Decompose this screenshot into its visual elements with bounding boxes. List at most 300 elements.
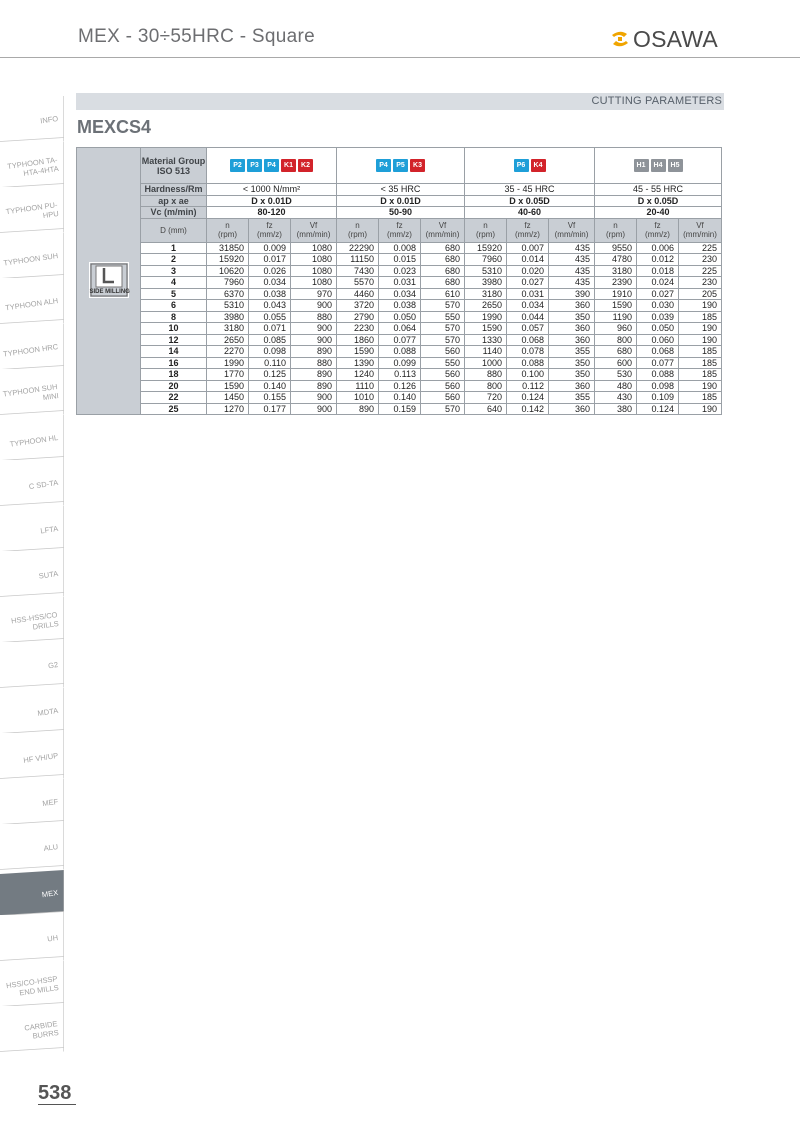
table-cell: 900 (291, 334, 337, 346)
table-cell: 0.034 (379, 288, 421, 300)
side-tab-label: TYPHOON PU-HPU (5, 200, 60, 221)
column-header-unit: (mm/z) (387, 230, 412, 239)
column-header-n (337, 218, 379, 242)
diameter-cell: 18 (141, 369, 207, 381)
iso-material-chip: K4 (531, 159, 546, 172)
hardness-value: < 35 HRC (337, 184, 465, 196)
table-cell: 230 (679, 254, 722, 266)
table-cell: 570 (421, 323, 465, 335)
table-cell: 0.124 (637, 403, 679, 415)
column-header-unit: (mm/z) (257, 230, 282, 239)
table-cell: 435 (549, 277, 595, 289)
column-header-unit: (rpm) (475, 230, 496, 239)
table-cell: 190 (679, 300, 722, 312)
table-cell: 900 (291, 323, 337, 335)
page-title: MEX - 30÷55HRC - Square (78, 26, 315, 47)
table-cell: 0.068 (507, 334, 549, 346)
table-cell: 9550 (595, 242, 637, 254)
table-cell: 0.071 (249, 323, 291, 335)
table-cell: 350 (549, 369, 595, 381)
table-cell: 6370 (207, 288, 249, 300)
table-cell: 3180 (595, 265, 637, 277)
table-cell: 350 (549, 311, 595, 323)
side-tab-typhoon-suh[interactable] (0, 233, 64, 279)
table-cell: 560 (421, 369, 465, 381)
side-tab-mdta[interactable] (0, 688, 64, 734)
diameter-cell: 22 (141, 392, 207, 404)
table-cell: 5310 (207, 300, 249, 312)
table-cell: 205 (679, 288, 722, 300)
side-tab-label: C SD-TA (28, 477, 59, 491)
table-cell: 0.031 (379, 277, 421, 289)
column-header-name: n (355, 221, 360, 230)
column-header-fz (379, 218, 421, 242)
column-header-vf (421, 218, 465, 242)
side-tab-typhoon-pu-hpu[interactable] (0, 187, 64, 233)
table-cell: 4460 (337, 288, 379, 300)
table-cell: 0.027 (637, 288, 679, 300)
table-cell: 0.085 (249, 334, 291, 346)
side-tab-label: ALU (42, 841, 59, 853)
side-tab-hss-hss-co-drills[interactable] (0, 597, 64, 643)
iso-material-chip: P5 (393, 159, 408, 172)
iso-material-chip: H4 (651, 159, 666, 172)
table-cell: 890 (291, 380, 337, 392)
table-cell: 0.098 (249, 346, 291, 358)
table-cell: 1910 (595, 288, 637, 300)
table-cell: 2650 (465, 300, 507, 312)
table-cell: 570 (421, 334, 465, 346)
table-cell: 1450 (207, 392, 249, 404)
side-tab-label: MEX (41, 887, 59, 899)
iso-material-chip: P4 (376, 159, 391, 172)
table-cell: 560 (421, 392, 465, 404)
table-cell: 1010 (337, 392, 379, 404)
table-cell: 3180 (465, 288, 507, 300)
table-cell: 7960 (207, 277, 249, 289)
table-row (77, 403, 722, 415)
table-cell: 2270 (207, 346, 249, 358)
table-cell: 550 (421, 357, 465, 369)
vc-value: 20-40 (595, 207, 722, 219)
hardness-label: Hardness/Rm (141, 184, 207, 196)
side-tab-alu[interactable] (0, 824, 64, 870)
column-header-n (595, 218, 637, 242)
table-cell: 0.142 (507, 403, 549, 415)
table-cell: 880 (291, 311, 337, 323)
table-cell: 0.113 (379, 369, 421, 381)
iso-material-chip: P4 (264, 159, 279, 172)
table-cell: 0.008 (379, 242, 421, 254)
vc-label: Vc (m/min) (141, 207, 207, 219)
table-cell: 0.018 (637, 265, 679, 277)
side-tab-label: LFTA (39, 523, 59, 535)
diameter-cell: 4 (141, 277, 207, 289)
side-tab-label: TYPHOON SUH MINI (2, 382, 60, 403)
table-cell: 680 (421, 242, 465, 254)
column-header-unit: (mm/min) (683, 230, 717, 239)
table-cell: 4780 (595, 254, 637, 266)
side-tab-typhoon-hl[interactable] (0, 415, 64, 461)
table-cell: 1770 (207, 369, 249, 381)
table-cell: 355 (549, 346, 595, 358)
side-tab-info[interactable] (0, 96, 64, 142)
table-cell: 680 (421, 254, 465, 266)
iso-material-chip: H1 (634, 159, 649, 172)
table-row (77, 300, 722, 312)
side-tab-mef[interactable] (0, 779, 64, 825)
table-cell: 435 (549, 242, 595, 254)
table-cell: 360 (549, 380, 595, 392)
side-tab-label: MEF (41, 796, 59, 808)
table-cell: 880 (291, 357, 337, 369)
table-cell: 0.077 (379, 334, 421, 346)
table-cell: 0.017 (249, 254, 291, 266)
table-row (77, 254, 722, 266)
side-tab-label: HSS/CO-HSSP END MILLS (5, 973, 60, 997)
table-cell: 0.064 (379, 323, 421, 335)
table-cell: 0.034 (507, 300, 549, 312)
column-header-unit: (mm/z) (515, 230, 540, 239)
table-row (77, 311, 722, 323)
table-cell: 1080 (291, 265, 337, 277)
table-cell: 2650 (207, 334, 249, 346)
side-tab-label: TYPHOON ALH (4, 295, 59, 312)
header-divider (0, 57, 800, 58)
diameter-cell: 12 (141, 334, 207, 346)
table-cell: 0.014 (507, 254, 549, 266)
material-group-chips-1 (207, 148, 337, 184)
side-tab-typhoon-hrc[interactable] (0, 324, 64, 370)
column-header-fz (507, 218, 549, 242)
column-header-name: fz (654, 221, 661, 230)
cutting-parameters-table (76, 147, 722, 415)
iso-material-chip: K2 (298, 159, 313, 172)
table-cell: 560 (421, 346, 465, 358)
diameter-cell: 3 (141, 265, 207, 277)
side-tab-label: SUTA (38, 568, 59, 581)
table-cell: 1390 (337, 357, 379, 369)
material-group-chips-3 (465, 148, 595, 184)
table-cell: 1270 (207, 403, 249, 415)
table-cell: 800 (595, 334, 637, 346)
table-cell: 435 (549, 265, 595, 277)
table-cell: 355 (549, 392, 595, 404)
table-row (77, 334, 722, 346)
page-number: 538 (38, 1082, 72, 1104)
table-cell: 0.055 (249, 311, 291, 323)
table-cell: 190 (679, 403, 722, 415)
vc-value: 40-60 (465, 207, 595, 219)
table-cell: 890 (291, 346, 337, 358)
table-cell: 1990 (465, 311, 507, 323)
side-tab-hss-co-hssp-end-mills[interactable] (0, 961, 64, 1007)
table-cell: 480 (595, 380, 637, 392)
iso-material-chip: P6 (514, 159, 529, 172)
side-tab-label: TYPHOON TA-HTA-4HTA (6, 154, 60, 178)
table-cell: 550 (421, 311, 465, 323)
table-row (77, 380, 722, 392)
table-row (77, 277, 722, 289)
table-cell: 600 (595, 357, 637, 369)
table-cell: 230 (679, 277, 722, 289)
side-tab-hf-vh-up[interactable] (0, 733, 64, 779)
table-cell: 0.044 (507, 311, 549, 323)
side-tab-label: INFO (39, 113, 59, 125)
ap-ae-value: D x 0.01D (337, 195, 465, 207)
table-cell: 0.060 (637, 334, 679, 346)
side-tab-label: UH (46, 932, 59, 943)
diameter-cell: 10 (141, 323, 207, 335)
side-tab-label: TYPHOON SUH (2, 250, 59, 267)
column-header-name: n (225, 221, 230, 230)
table-cell: 0.126 (379, 380, 421, 392)
table-cell: 2790 (337, 311, 379, 323)
diameter-cell: 16 (141, 357, 207, 369)
table-cell: 360 (549, 334, 595, 346)
column-header-unit: (rpm) (347, 230, 368, 239)
table-cell: 0.020 (507, 265, 549, 277)
column-header-name: Vf (567, 221, 576, 230)
side-tab-c-sd-ta[interactable] (0, 460, 64, 506)
table-cell: 880 (465, 369, 507, 381)
column-header-name: fz (396, 221, 403, 230)
side-tab-mex[interactable] (0, 870, 64, 916)
table-cell: 570 (421, 300, 465, 312)
column-header-unit: (rpm) (217, 230, 238, 239)
table-cell: 0.027 (507, 277, 549, 289)
iso-material-chip: H5 (668, 159, 683, 172)
table-cell: 11150 (337, 254, 379, 266)
table-cell: 1140 (465, 346, 507, 358)
side-tab-typhoon-alh[interactable] (0, 278, 64, 324)
table-cell: 185 (679, 346, 722, 358)
column-header-name: fz (524, 221, 531, 230)
table-cell: 1330 (465, 334, 507, 346)
table-cell: 0.110 (249, 357, 291, 369)
section-band (76, 93, 724, 110)
column-header-unit: (mm/z) (645, 230, 670, 239)
table-cell: 0.023 (379, 265, 421, 277)
table-cell: 390 (549, 288, 595, 300)
iso-material-chip: K3 (410, 159, 425, 172)
table-cell: 185 (679, 357, 722, 369)
diameter-cell: 14 (141, 346, 207, 358)
table-cell: 960 (595, 323, 637, 335)
column-header-unit: (mm/min) (425, 230, 460, 239)
table-cell: 890 (337, 403, 379, 415)
table-cell: 0.012 (637, 254, 679, 266)
table-cell: 0.112 (507, 380, 549, 392)
column-header-fz (637, 218, 679, 242)
hardness-value: 35 - 45 HRC (465, 184, 595, 196)
table-cell: 0.034 (249, 277, 291, 289)
product-code: MEXCS4 (77, 117, 152, 137)
column-header-name: Vf (696, 221, 704, 230)
diameter-cell: 25 (141, 403, 207, 415)
osawa-logo-icon (610, 29, 630, 49)
table-cell: 900 (291, 300, 337, 312)
iso-material-chip: P3 (247, 159, 262, 172)
table-cell: 3180 (207, 323, 249, 335)
table-cell: 800 (465, 380, 507, 392)
table-cell: 1590 (337, 346, 379, 358)
side-tab-label: MDTA (36, 705, 59, 717)
table-cell: 3980 (465, 277, 507, 289)
table-cell: 0.039 (637, 311, 679, 323)
table-cell: 225 (679, 265, 722, 277)
table-cell: 430 (595, 392, 637, 404)
side-tab-suta[interactable] (0, 551, 64, 597)
side-tab-lfta[interactable] (0, 506, 64, 552)
ap-ae-value: D x 0.01D (207, 195, 337, 207)
table-cell: 360 (549, 323, 595, 335)
column-header-name: n (483, 221, 488, 230)
table-cell: 0.006 (637, 242, 679, 254)
table-row (77, 392, 722, 404)
table-cell: 1590 (207, 380, 249, 392)
side-tab-uh[interactable] (0, 915, 64, 961)
diameter-cell: 2 (141, 254, 207, 266)
brand-name: OSAWA (633, 25, 718, 52)
operation-icon-cell (77, 148, 141, 415)
table-cell: 0.124 (507, 392, 549, 404)
table-row (77, 346, 722, 358)
ap-ae-label: ap x ae (141, 195, 207, 207)
table-cell: 2390 (595, 277, 637, 289)
table-row (77, 369, 722, 381)
table-cell: 1590 (595, 300, 637, 312)
table-cell: 0.159 (379, 403, 421, 415)
hardness-value: < 1000 N/mm² (207, 184, 337, 196)
table-cell: 360 (549, 300, 595, 312)
table-cell: 530 (595, 369, 637, 381)
table-cell: 350 (549, 357, 595, 369)
table-cell: 0.050 (379, 311, 421, 323)
table-cell: 31850 (207, 242, 249, 254)
table-cell: 0.068 (637, 346, 679, 358)
table-cell: 970 (291, 288, 337, 300)
vc-value: 50-90 (337, 207, 465, 219)
table-cell: 720 (465, 392, 507, 404)
table-cell: 1110 (337, 380, 379, 392)
table-cell: 1990 (207, 357, 249, 369)
table-row (77, 265, 722, 277)
table-cell: 0.024 (637, 277, 679, 289)
column-header-name: Vf (438, 221, 447, 230)
table-cell: 0.078 (507, 346, 549, 358)
table-cell: 435 (549, 254, 595, 266)
table-cell: 0.109 (637, 392, 679, 404)
table-cell: 22290 (337, 242, 379, 254)
table-cell: 360 (549, 403, 595, 415)
table-row (77, 242, 722, 254)
table-cell: 0.125 (249, 369, 291, 381)
table-cell: 0.140 (249, 380, 291, 392)
table-cell: 0.088 (637, 369, 679, 381)
table-cell: 0.077 (637, 357, 679, 369)
table-cell: 7430 (337, 265, 379, 277)
table-cell: 7960 (465, 254, 507, 266)
side-tab-label: G2 (47, 659, 59, 670)
table-cell: 5570 (337, 277, 379, 289)
table-cell: 0.088 (379, 346, 421, 358)
diameter-cell: 8 (141, 311, 207, 323)
section-title: CUTTING PARAMETERS (591, 95, 722, 107)
diameter-header: D (mm) (141, 218, 207, 242)
table-cell: 185 (679, 369, 722, 381)
table-cell: 1080 (291, 242, 337, 254)
operation-icon-label: SIDE MILLING (89, 289, 130, 296)
side-tab-label: HSS-HSS/CO DRILLS (10, 609, 60, 632)
table-row (77, 323, 722, 335)
column-header-vf (679, 218, 722, 242)
table-cell: 0.098 (637, 380, 679, 392)
table-cell: 0.009 (249, 242, 291, 254)
brand-logo (610, 26, 718, 52)
table-cell: 2230 (337, 323, 379, 335)
table-cell: 0.099 (379, 357, 421, 369)
column-header-vf (291, 218, 337, 242)
side-tab-label: TYPHOON HRC (2, 341, 59, 358)
table-cell: 0.038 (379, 300, 421, 312)
diameter-cell: 6 (141, 300, 207, 312)
table-cell: 1080 (291, 254, 337, 266)
table-cell: 225 (679, 242, 722, 254)
page-number-underline (38, 1104, 76, 1105)
table-cell: 10620 (207, 265, 249, 277)
column-header-unit: (mm/min) (296, 230, 331, 239)
material-group-chips-2 (337, 148, 465, 184)
ap-ae-value: D x 0.05D (595, 195, 722, 207)
column-header-unit: (rpm) (605, 230, 626, 239)
material-group-chips-4 (595, 148, 722, 184)
side-tab-typhoon-ta-hta-4hta[interactable] (0, 142, 64, 188)
table-cell: 570 (421, 403, 465, 415)
ap-ae-value: D x 0.05D (465, 195, 595, 207)
table-cell: 3720 (337, 300, 379, 312)
side-tab-typhoon-suh-mini[interactable] (0, 369, 64, 415)
table-cell: 1860 (337, 334, 379, 346)
table-cell: 0.050 (637, 323, 679, 335)
side-milling-icon (89, 262, 129, 298)
table-cell: 890 (291, 369, 337, 381)
table-cell: 680 (421, 265, 465, 277)
side-tab-g2[interactable] (0, 642, 64, 688)
table-cell: 185 (679, 311, 722, 323)
side-navigation (0, 96, 64, 1052)
table-cell: 640 (465, 403, 507, 415)
table-row (77, 288, 722, 300)
table-cell: 610 (421, 288, 465, 300)
table-cell: 900 (291, 403, 337, 415)
table-cell: 680 (595, 346, 637, 358)
iso-material-chip: P2 (230, 159, 245, 172)
table-cell: 900 (291, 392, 337, 404)
table-cell: 0.088 (507, 357, 549, 369)
table-cell: 15920 (207, 254, 249, 266)
table-cell: 1190 (595, 311, 637, 323)
table-cell: 0.100 (507, 369, 549, 381)
table-cell: 0.043 (249, 300, 291, 312)
table-cell: 680 (421, 277, 465, 289)
side-tab-carbide-burrs[interactable] (0, 1006, 64, 1052)
column-header-n (465, 218, 507, 242)
hardness-value: 45 - 55 HRC (595, 184, 722, 196)
table-cell: 1000 (465, 357, 507, 369)
iso-material-chip: K1 (281, 159, 296, 172)
table-cell: 185 (679, 392, 722, 404)
